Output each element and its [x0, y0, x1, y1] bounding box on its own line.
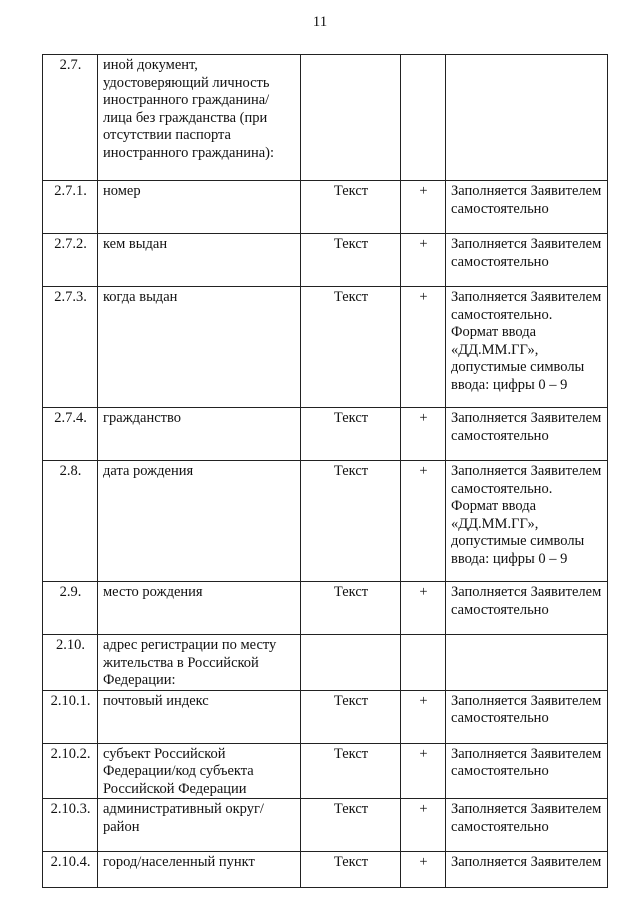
field-note: Заполняется Заявителем [446, 852, 608, 888]
field-type: Текст [301, 461, 401, 582]
field-type [301, 635, 401, 691]
row-number: 2.10. [43, 635, 98, 691]
table-row [43, 635, 608, 691]
field-note: Заполняется Заявителем самостоятельно [446, 743, 608, 799]
field-note: Заполняется Заявителем самостоятельно. Формат ввода «ДД.ММ.ГГ», допустимые символы ввода: цифры 0 – 9 [446, 287, 608, 408]
required-mark: + [401, 852, 446, 888]
field-type: Текст [301, 234, 401, 287]
field-name: административный округ/ район [98, 799, 301, 852]
required-mark: + [401, 408, 446, 461]
field-name: дата рождения [98, 461, 301, 582]
required-mark: + [401, 799, 446, 852]
field-note [446, 635, 608, 691]
table-row [43, 55, 608, 181]
field-name: кем выдан [98, 234, 301, 287]
field-type: Текст [301, 582, 401, 635]
row-number: 2.10.4. [43, 852, 98, 888]
field-type: Текст [301, 690, 401, 743]
row-number: 2.7.4. [43, 408, 98, 461]
field-name: субъект Российской Федерации/код субъекта Российской Федерации [98, 743, 301, 799]
field-type: Текст [301, 743, 401, 799]
table-row [43, 852, 608, 888]
field-note: Заполняется Заявителем самостоятельно [446, 408, 608, 461]
row-number: 2.7.3. [43, 287, 98, 408]
table-row [43, 287, 608, 408]
field-note: Заполняется Заявителем самостоятельно [446, 181, 608, 234]
required-mark [401, 55, 446, 181]
field-note: Заполняется Заявителем самостоятельно [446, 799, 608, 852]
row-number: 2.10.1. [43, 690, 98, 743]
table-row [43, 690, 608, 743]
field-name: когда выдан [98, 287, 301, 408]
field-type [301, 55, 401, 181]
field-note: Заполняется Заявителем самостоятельно [446, 690, 608, 743]
row-number: 2.9. [43, 582, 98, 635]
field-note: Заполняется Заявителем самостоятельно [446, 582, 608, 635]
row-number: 2.10.2. [43, 743, 98, 799]
page-number: 11 [312, 14, 328, 30]
field-name: место рождения [98, 582, 301, 635]
field-name: иной документ, удостоверяющий личность иностранного гражданина/лица без гражданства (при отсутствии паспорта иностранного гражданина): [98, 55, 301, 181]
field-type: Текст [301, 408, 401, 461]
required-mark: + [401, 743, 446, 799]
required-mark: + [401, 461, 446, 582]
row-number: 2.7.2. [43, 234, 98, 287]
required-mark: + [401, 181, 446, 234]
row-number: 2.7.1. [43, 181, 98, 234]
field-name: адрес регистрации по месту жительства в Российской Федерации: [98, 635, 301, 691]
required-mark [401, 635, 446, 691]
field-name: город/населенный пункт [98, 852, 301, 888]
field-note: Заполняется Заявителем самостоятельно. Формат ввода «ДД.ММ.ГГ», допустимые символы ввода: цифры 0 – 9 [446, 461, 608, 582]
required-mark: + [401, 234, 446, 287]
required-mark: + [401, 582, 446, 635]
table-row [43, 461, 608, 582]
field-type: Текст [301, 852, 401, 888]
row-number: 2.8. [43, 461, 98, 582]
field-note: Заполняется Заявителем самостоятельно [446, 234, 608, 287]
field-type: Текст [301, 799, 401, 852]
row-number: 2.10.3. [43, 799, 98, 852]
field-name: почтовый индекс [98, 690, 301, 743]
field-type: Текст [301, 287, 401, 408]
required-mark: + [401, 690, 446, 743]
table-row [43, 408, 608, 461]
field-name: номер [98, 181, 301, 234]
fields-table [42, 54, 608, 888]
table-row [43, 181, 608, 234]
table-row [43, 799, 608, 852]
required-mark: + [401, 287, 446, 408]
table-row [43, 234, 608, 287]
field-type: Текст [301, 181, 401, 234]
table-row [43, 743, 608, 799]
table-row [43, 582, 608, 635]
field-note [446, 55, 608, 181]
row-number: 2.7. [43, 55, 98, 181]
field-name: гражданство [98, 408, 301, 461]
